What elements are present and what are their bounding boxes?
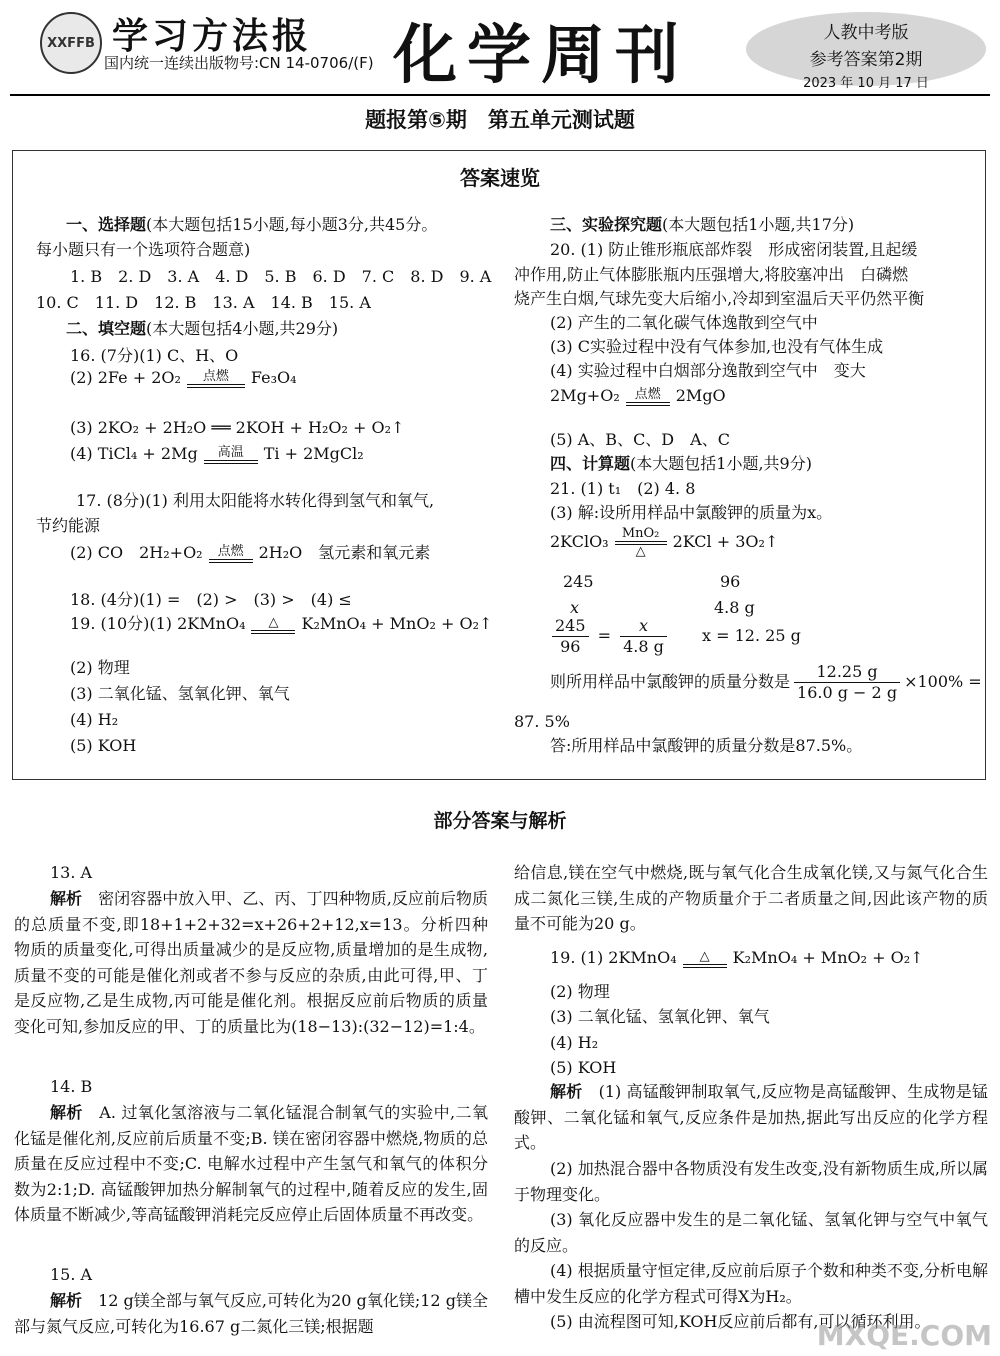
analysis-q19-p4: (4) 根据质量守恒定律,反应前后原子个数和种类不变,分析电解槽中发生反应的化学方程式可得X为H₂。: [514, 1261, 988, 1306]
q20-line-2: 冲作用,防止气体膨胀瓶内压强增大,将胶塞冲出 白磷燃: [514, 265, 909, 284]
q19-part-4: (4) H₂: [70, 710, 119, 729]
reaction-arrow: [209, 544, 253, 563]
q15-number: 15. A: [50, 1265, 93, 1284]
equation-left: 19. (10分)(1) 2KMnO₄: [70, 614, 246, 633]
analysis-label: 解析: [50, 1291, 83, 1310]
q21-unknown: x: [570, 598, 580, 617]
q21-answer: 答:所用样品中氯酸钾的质量分数是87.5%。: [550, 736, 863, 755]
reaction-condition: 点燃: [634, 387, 661, 402]
q21-proportion: $\frac{245}{96}$ = $\frac{x}{4.8 g}$ x = 12. 25 g: [548, 616, 801, 657]
q18-answer: 18. (4分)(1) = (2) > (3) > (4) ≤: [70, 590, 352, 609]
header-divider: [10, 94, 990, 96]
reaction-condition: △: [268, 615, 279, 630]
q21-part-1-2: 21. (1) t₁ (2) 4. 8: [550, 479, 696, 498]
q17-part-2: [70, 543, 430, 563]
equation-left: (2) 2Fe + 2O₂: [70, 368, 181, 387]
percentage-label: 则所用样品中氯酸钾的质量分数是: [550, 672, 791, 691]
q19-part-3: (3) 二氧化锰、氢氧化钾、氧气: [70, 684, 290, 703]
analysis-label: 解析: [50, 889, 83, 908]
section-3-title: 三、实验探究题: [550, 215, 663, 234]
percentage-multiplier: ×100% =: [904, 672, 982, 691]
q21-equation: [550, 526, 778, 559]
analysis-q19-p5: (5) 由流程图可知,KOH反应前后都有,可以循环利用。: [550, 1312, 931, 1331]
equation-left: (2) CO 2H₂+O₂: [70, 543, 203, 562]
date-label: 2023 年 10 月 17 日: [803, 76, 929, 91]
equation-right: K₂MnO₄ + MnO₂ + O₂↑: [732, 948, 924, 967]
paper-name: 学习方法报: [112, 15, 313, 57]
analysis-text: 密闭容器中放入甲、乙、丙、丁四种物质,反应前后物质的总质量不变,即18+1+2+32=x+26+2+12,x=13。分析四种物质的质量变化,可得出质量减少的是反应物,质量增加的是生成物,质量不变的可能是催化剂或者不参与反应的杂质,由此可得,甲、丁是反应物,乙是生成物,丙可能是催化剂。根据反应前后物质的质量变化可知,参加反应的甲、丁的质量比为(18−13):(32−12)=1:4。: [14, 889, 488, 1036]
choice-answers-row-2: 10. C 11. D 12. B 13. A 14. B 15. A: [36, 293, 371, 312]
analysis-q19-part-2: (2) 物理: [550, 982, 610, 1001]
reaction-arrow: [204, 445, 258, 464]
fraction: [620, 616, 667, 657]
q16-part-3: (3) 2KO₂ + 2H₂O ══ 2KOH + H₂O₂ + O₂↑: [70, 418, 405, 437]
issn-label: 国内统一连续出版物号:CN 14-0706/(F): [104, 54, 374, 72]
q20-part-3: (3) C实验过程中没有气体参加,也没有气体生成: [550, 337, 884, 356]
analysis-q19-part-4: (4) H₂: [550, 1033, 599, 1052]
analysis-text: 12 g镁全部与氧气反应,可转化为20 g氧化镁;12 g镁全部与氮气反应,可转化为16.67 g二氮化三镁;根据题: [14, 1291, 488, 1336]
reaction-condition: △: [699, 949, 710, 964]
issue-label: 参考答案第2期: [809, 50, 923, 70]
weekly-title: 化学周刊: [393, 19, 689, 93]
analysis-label: 解析: [50, 1103, 83, 1122]
equation-left: 2KClO₃: [550, 532, 609, 551]
analysis-q19-p2: (2) 加热混合器中各物质没有发生改变,没有新物质生成,所以属于物理变化。: [514, 1159, 988, 1204]
section-2-title: 二、填空题: [66, 319, 147, 338]
reaction-arrow: [251, 615, 295, 634]
q20-line-1: 20. (1) 防止锥形瓶底部炸裂 形成密闭装置,且起缓: [550, 240, 918, 259]
page-subtitle: 题报第⑤期 第五单元测试题: [365, 108, 635, 132]
reaction-arrow: [187, 369, 245, 388]
numerator: x: [620, 616, 667, 637]
analysis-q19-p1: [514, 1079, 988, 1156]
analysis-q19-part-3: (3) 二氧化锰、氢氧化钾、氧气: [550, 1007, 770, 1026]
denominator: 4.8 g: [623, 637, 664, 656]
analysis-heading: 部分答案与解析: [433, 810, 567, 832]
reaction-arrow: [626, 387, 670, 406]
equation-right: Fe₃O₄: [250, 368, 297, 387]
q21-percentage: [550, 662, 982, 703]
analysis-q19-part-1: [550, 948, 924, 968]
section-2-line: [66, 319, 338, 339]
q15-analysis: [14, 1288, 488, 1339]
analysis-q19-part-5: (5) KOH: [550, 1058, 617, 1077]
q21-result: x = 12. 25 g: [702, 626, 801, 645]
q19-part-5: (5) KOH: [70, 736, 137, 755]
equation-right: 2KCl + 3O₂↑: [672, 532, 779, 551]
q17-part-1-cont: 节约能源: [36, 516, 101, 535]
q16-part-4: [70, 444, 364, 464]
q20-part-5: (5) A、B、C、D A、C: [550, 430, 730, 449]
q16-part-2: [70, 368, 297, 388]
section-4-line: [550, 454, 812, 474]
equation-right: Ti + 2MgCl₂: [263, 444, 364, 463]
q21-molar-mass-1: 245: [563, 572, 594, 591]
section-4-title: 四、计算题: [550, 454, 631, 473]
equation-left: (4) TiCl₄ + 2Mg: [70, 444, 198, 463]
section-1-line: [66, 215, 437, 235]
q19-part-1: [70, 614, 492, 634]
section-3-line: [550, 215, 854, 235]
q20-part-4: (4) 实验过程中白烟部分逸散到空气中 变大: [550, 361, 866, 380]
section-2-note: (本大题包括4小题,共29分): [146, 319, 339, 338]
q14-number: 14. B: [50, 1077, 93, 1096]
edition-label: 人教中考版: [823, 23, 909, 43]
q15-analysis-cont: 给信息,镁在空气中燃烧,既与氧气化合生成氧化镁,又与氮气化合生成二氮化三镁,生成的产物质量介于二者质量之间,因此该产物的质量不可能为20 g。: [514, 863, 988, 933]
denominator: 96: [560, 637, 581, 656]
reaction-condition: 点燃: [202, 369, 229, 384]
equation-left: 2Mg+O₂: [550, 386, 620, 405]
section-1-title: 一、选择题: [66, 215, 147, 234]
equation-left: 19. (1) 2KMnO₄: [550, 948, 677, 967]
analysis-text: A. 过氧化氢溶液与二氧化锰混合制氧气的实验中,二氧化锰是催化剂,反应前后质量不变;B. 镁在密闭容器中燃烧,物质的总质量在反应过程中不变;C. 电解水过程中产生氢气和氧气的体积分数为2:1;D. 高锰酸钾加热分解制氧气的过程中,随着反应的发生,固体质量不断减少,等高锰酸钾消耗完反应停止后固体质量不再改变。: [14, 1103, 488, 1224]
edition-badge: [746, 12, 986, 91]
reaction-condition: 高温: [217, 445, 244, 460]
watermark: MXQE.COM: [816, 1319, 992, 1352]
fraction: [552, 616, 589, 657]
section-1-note-2: 每小题只有一个选项符合题意): [36, 240, 251, 259]
q20-equation: [550, 386, 726, 406]
q21-part-3: (3) 解:设所用样品中氯酸钾的质量为x。: [550, 503, 833, 522]
q19-part-2: (2) 物理: [70, 658, 130, 677]
q13-number: 13. A: [50, 863, 93, 882]
newspaper-logo-icon: XXFFB: [40, 12, 102, 74]
q21-percentage-result: 87. 5%: [514, 712, 570, 731]
q16-part-1: 16. (7分)(1) C、H、O: [70, 346, 239, 365]
q20-line-3: 烧产生白烟,气球先变大后缩小,冷却到室温后天平仍然平衡: [514, 289, 925, 308]
reaction-catalyst: MnO₂: [621, 526, 660, 541]
section-1-note: (本大题包括15小题,每小题3分,共45分。: [146, 215, 438, 234]
q21-given-mass: 4.8 g: [714, 598, 755, 617]
reaction-arrow: [615, 526, 667, 559]
numerator: 245: [552, 616, 589, 637]
fraction: [794, 662, 900, 703]
equation-right: K₂MnO₄ + MnO₂ + O₂↑: [301, 614, 493, 633]
answer-overview-heading: 答案速览: [460, 166, 540, 190]
q20-part-2: (2) 产生的二氧化碳气体逸散到空气中: [550, 313, 818, 332]
reaction-condition: 点燃: [217, 544, 244, 559]
analysis-q19-p3: (3) 氧化反应器中发生的是二氧化锰、氢氧化钾与空气中氧气的反应。: [514, 1210, 988, 1255]
q14-analysis: [14, 1100, 488, 1228]
choice-answers-row-1: 1. B 2. D 3. A 4. D 5. B 6. D 7. C 8. D 9. A: [70, 267, 492, 286]
q17-part-1: 17. (8分)(1) 利用太阳能将水转化得到氢气和氧气,: [76, 491, 435, 510]
equation-right: 2H₂O 氢元素和氧元素: [258, 543, 431, 562]
section-3-note: (本大题包括1小题,共17分): [662, 215, 855, 234]
analysis-text: (1) 高锰酸钾制取氧气,反应物是高锰酸钾、生成物是锰酸钾、二氧化锰和氧气,反应条件是加热,据此写出反应的化学方程式。: [514, 1082, 988, 1152]
analysis-label: 解析: [550, 1082, 583, 1101]
section-4-note: (本大题包括1小题,共9分): [630, 454, 812, 473]
q21-molar-mass-2: 96: [720, 572, 741, 591]
reaction-arrow: [683, 949, 727, 968]
denominator: 16.0 g − 2 g: [797, 683, 898, 702]
reaction-condition: △: [635, 544, 646, 559]
equation-right: 2MgO: [675, 386, 726, 405]
q13-analysis: [14, 886, 488, 1039]
numerator: 12.25 g: [794, 662, 900, 683]
